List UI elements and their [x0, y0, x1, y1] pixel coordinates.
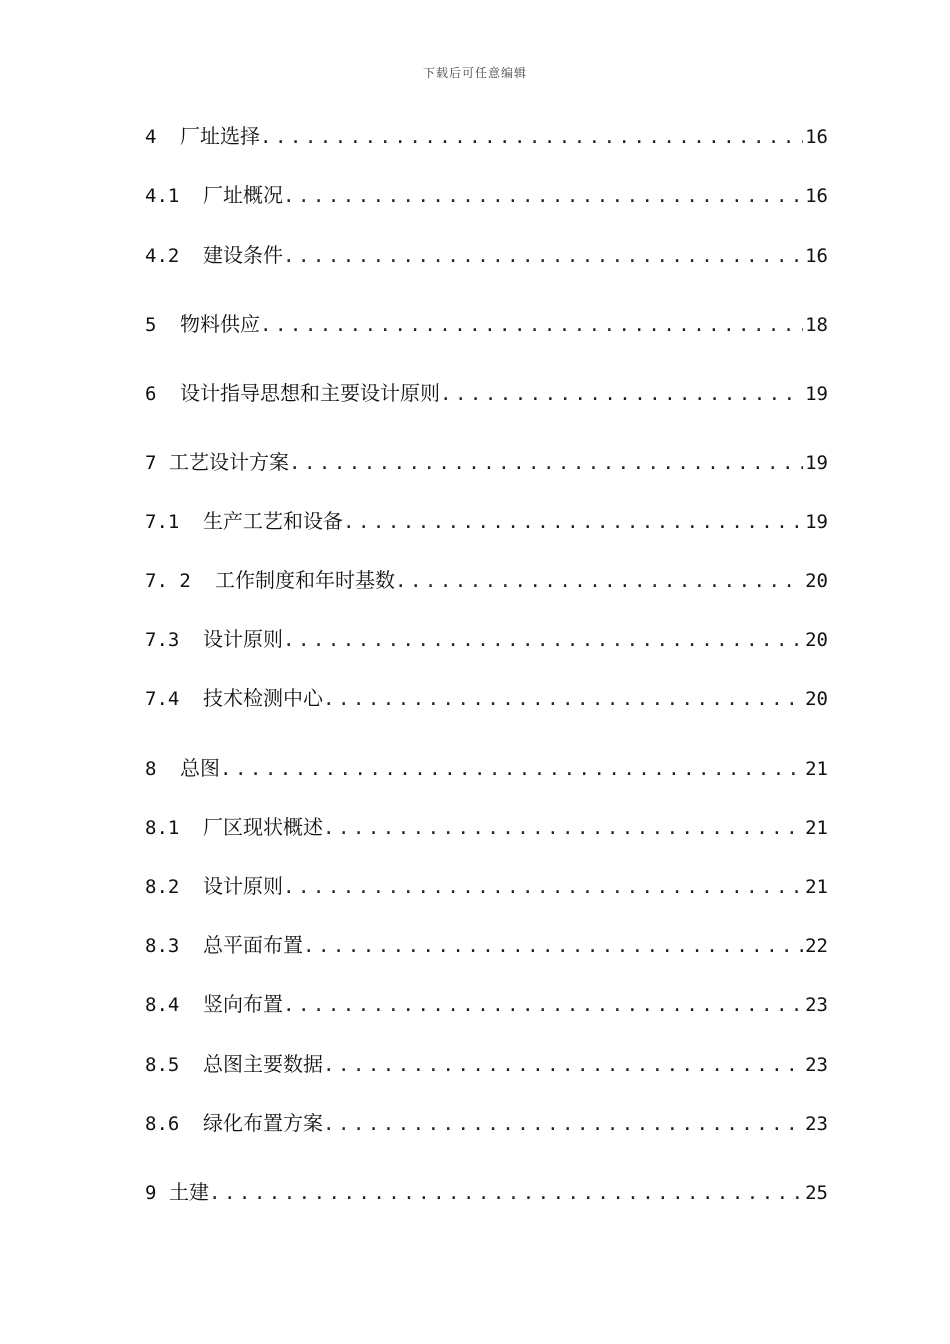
toc-entry-page: 19: [805, 383, 828, 405]
toc-entry[interactable]: [145, 813, 828, 841]
toc-entry-title: 总平面布置: [203, 933, 303, 957]
toc-entry-title: 总图: [180, 756, 220, 780]
toc-entry-title: 绿化布置方案: [203, 1111, 323, 1135]
toc-entry-number: 7.3: [145, 629, 180, 651]
toc-entry-number: 4.2: [145, 245, 180, 267]
toc-entry-page: 21: [805, 758, 828, 780]
toc-entry-title: 技术检测中心: [203, 686, 323, 710]
toc-entry-number: 6: [145, 383, 157, 405]
toc-dot-leader: [283, 873, 803, 901]
toc-entry[interactable]: [145, 241, 828, 269]
toc-entry[interactable]: [145, 122, 828, 150]
toc-entry-page: 19: [805, 511, 828, 533]
toc-entry-title: 物料供应: [180, 312, 260, 336]
toc-dot-leader: [343, 508, 803, 536]
toc-dot-leader: [220, 755, 803, 783]
toc-entry-page: 19: [805, 452, 828, 474]
toc-entry[interactable]: [145, 448, 828, 476]
toc-entry[interactable]: [145, 625, 828, 653]
toc-entry-page: 16: [805, 185, 828, 207]
toc-entry-page: 20: [805, 629, 828, 651]
toc-entry[interactable]: [145, 931, 828, 959]
toc-entry-number: 8.2: [145, 876, 180, 898]
toc-dot-leader: [323, 814, 803, 842]
toc-entry-title: 工艺设计方案: [169, 450, 289, 474]
toc-entry-page: 22: [805, 935, 828, 957]
toc-entry-title: 厂址选择: [180, 124, 260, 148]
toc-entry-number: 7.1: [145, 511, 180, 533]
toc-entry-title: 设计原则: [203, 627, 283, 651]
toc-entry-number: 5: [145, 314, 157, 336]
toc-dot-leader: [283, 626, 803, 654]
toc-entry-number: 8.3: [145, 935, 180, 957]
toc-entry-number: 4.1: [145, 185, 180, 207]
toc-entry[interactable]: [145, 566, 828, 594]
toc-entry-title: 总图主要数据: [203, 1052, 323, 1076]
toc-entry[interactable]: [145, 1109, 828, 1137]
toc-entry-number: 8.4: [145, 994, 180, 1016]
toc-entry-page: 16: [805, 126, 828, 148]
toc-entry-page: 21: [805, 876, 828, 898]
toc-entry-title: 厂址概况: [203, 183, 283, 207]
toc-dot-leader: [260, 123, 803, 151]
toc-entry-page: 16: [805, 245, 828, 267]
toc-entry-title: 设计原则: [203, 874, 283, 898]
toc-entry[interactable]: [145, 1050, 828, 1078]
toc-entry-title: 土建: [169, 1180, 209, 1204]
toc-dot-leader: [440, 380, 803, 408]
toc-entry-page: 18: [805, 314, 828, 336]
toc-entry[interactable]: [145, 754, 828, 782]
toc-entry-title: 竖向布置: [203, 992, 283, 1016]
toc-entry-number: 7: [145, 452, 157, 474]
toc-entry-number: 4: [145, 126, 157, 148]
toc-dot-leader: [283, 991, 803, 1019]
toc-entry[interactable]: [145, 310, 828, 338]
toc-entry-number: 7. 2: [145, 570, 191, 592]
toc-entry[interactable]: [145, 379, 828, 407]
toc-dot-leader: [289, 449, 803, 477]
toc-entry-number: 8: [145, 758, 157, 780]
toc-dot-leader: [323, 1051, 803, 1079]
toc-entry-title: 设计指导思想和主要设计原则: [180, 381, 440, 405]
toc-entry[interactable]: [145, 990, 828, 1018]
toc-entry-title: 工作制度和年时基数: [215, 568, 395, 592]
toc-dot-leader: [283, 242, 803, 270]
toc-entry-page: 20: [805, 570, 828, 592]
toc-entry-number: 8.6: [145, 1113, 180, 1135]
toc-entry-page: 20: [805, 688, 828, 710]
toc-dot-leader: [209, 1179, 803, 1207]
toc-entry-number: 8.1: [145, 817, 180, 839]
toc-dot-leader: [260, 311, 803, 339]
toc-entry[interactable]: [145, 1178, 828, 1206]
toc-entry-title: 生产工艺和设备: [203, 509, 343, 533]
toc-entry-page: 23: [805, 994, 828, 1016]
toc-entry-title: 厂区现状概述: [203, 815, 323, 839]
toc-entry-number: 9: [145, 1182, 157, 1204]
toc-entry[interactable]: [145, 507, 828, 535]
toc-entry[interactable]: [145, 181, 828, 209]
toc-entry-number: 8.5: [145, 1054, 180, 1076]
page-header: 下载后可任意编辑: [422, 66, 527, 80]
toc-entry-title: 建设条件: [203, 243, 283, 267]
toc-entry-number: 7.4: [145, 688, 180, 710]
toc-dot-leader: [323, 1110, 803, 1138]
toc-dot-leader: [303, 932, 803, 960]
toc-entry[interactable]: [145, 684, 828, 712]
toc-entry-page: 21: [805, 817, 828, 839]
toc-dot-leader: [283, 182, 803, 210]
toc-entry-page: 23: [805, 1113, 828, 1135]
toc-entry[interactable]: [145, 872, 828, 900]
toc-entry-page: 25: [805, 1182, 828, 1204]
toc-dot-leader: [323, 685, 803, 713]
toc-entry-page: 23: [805, 1054, 828, 1076]
toc-dot-leader: [395, 567, 803, 595]
